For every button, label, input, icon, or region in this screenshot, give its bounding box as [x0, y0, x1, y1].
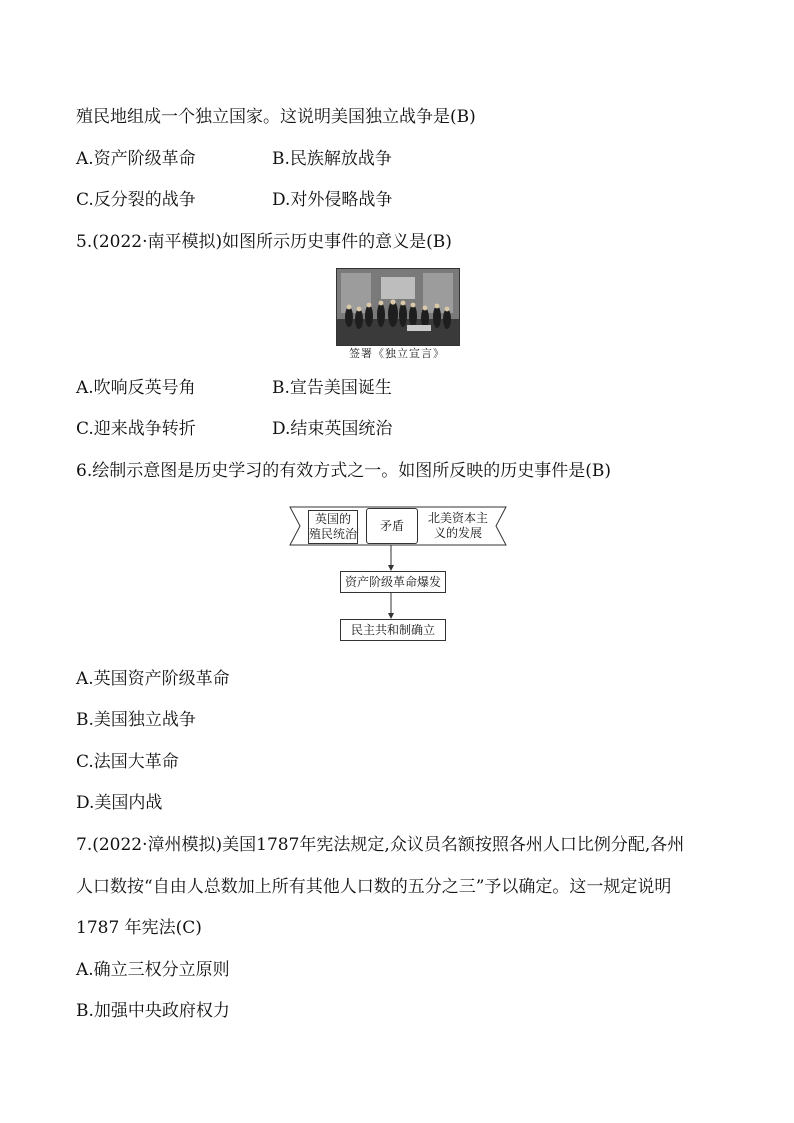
q6-option-b: B.美国独立战争 — [76, 710, 196, 730]
q7-option-a: A.确立三权分立原则 — [76, 960, 230, 980]
box-capitalism-line1: 北美资本主 — [427, 511, 488, 525]
q5-option-a: A.吹响反英号角 — [76, 378, 196, 398]
box-revolution-outbreak: 资产阶级革命爆发 — [340, 571, 446, 593]
q6-option-c: C.法国大革命 — [76, 752, 179, 772]
box-capitalism-development — [426, 510, 490, 542]
box-colonial-rule-line1: 英国的 — [314, 512, 351, 526]
q5-option-d: D.结束英国统治 — [272, 419, 393, 439]
q7-option-b: B.加强中央政府权力 — [76, 1001, 230, 1021]
q4-option-d: D.对外侵略战争 — [272, 190, 393, 210]
box-capitalism-line2: 义的发展 — [433, 526, 482, 540]
q4-option-c: C.反分裂的战争 — [76, 190, 196, 210]
q5-option-c: C.迎来战争转折 — [76, 419, 196, 439]
box-republic-established: 民主共和制确立 — [340, 619, 446, 641]
box-colonial-rule-line2: 殖民统治 — [309, 527, 358, 541]
painting-caption: 签署《独立宣言》 — [349, 347, 445, 360]
q7-stem-line1: 7.(2022·漳州模拟)美国1787年宪法规定,众议员名额按照各州人口比例分配,各州 — [76, 835, 685, 855]
q6-option-d: D.美国内战 — [76, 793, 163, 813]
q6-stem: 6.绘制示意图是历史学习的有效方式之一。如图所反映的历史事件是(B) — [76, 461, 611, 481]
q4-option-a: A.资产阶级革命 — [76, 149, 196, 169]
q7-stem-line2: 人口数按“自由人总数加上所有其他人口数的五分之三”予以确定。这一规定说明 — [76, 877, 672, 897]
q6-option-a: A.英国资产阶级革命 — [76, 669, 230, 689]
painting-scene-icon — [337, 269, 459, 345]
q7-stem-line3: 1787 年宪法(C) — [76, 918, 202, 938]
box-contradiction: 矛盾 — [366, 508, 418, 544]
q5-stem: 5.(2022·南平模拟)如图所示历史事件的意义是(B) — [76, 232, 452, 252]
q4-stem-tail: 殖民地组成一个独立国家。这说明美国独立战争是(B) — [76, 107, 476, 127]
cause-effect-diagram — [288, 505, 508, 645]
box-colonial-rule — [308, 510, 358, 544]
q5-option-b: B.宣告美国诞生 — [272, 378, 392, 398]
q4-option-b: B.民族解放战争 — [272, 149, 392, 169]
declaration-signing-painting — [336, 268, 460, 346]
